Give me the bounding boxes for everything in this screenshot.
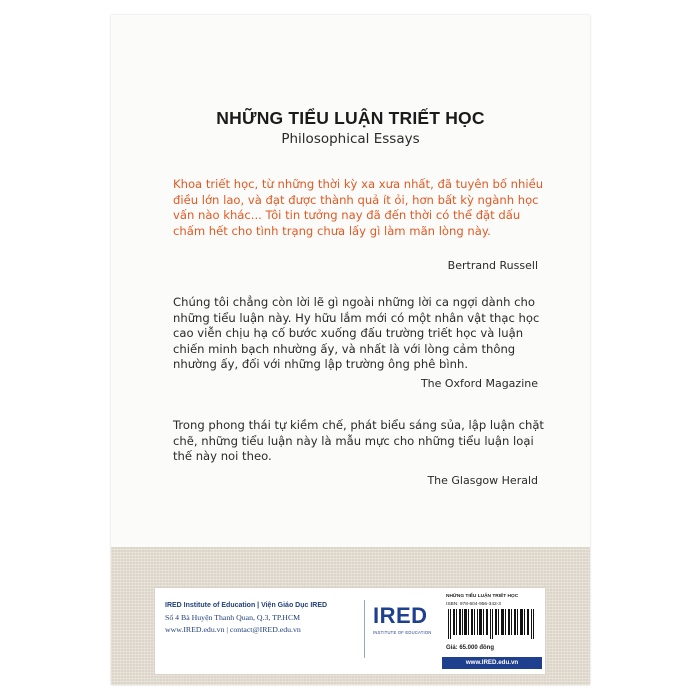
publisher-name: IRED Institute of Education | Viện Giáo Dục IRED — [165, 602, 328, 609]
review-attribution-3: The Glasgow Herald — [427, 474, 538, 487]
book-back-cover — [111, 15, 590, 685]
barcode-icon — [446, 609, 538, 639]
review-attribution-1: Bertrand Russell — [447, 259, 538, 272]
publisher-text — [165, 600, 365, 636]
review-quote-1: Khoa triết học, từ những thời kỳ xa xưa nhất, đã tuyên bố nhiều điều lớn lao, và đạt được thành quả ít ỏi, hơn bất kỳ ngành học vấn nào khác... Tôi tin tưởng nay đã đến thời có thể đặt dấu chấm hết cho tình trạng chưa lấy gì làm mãn lòng này. — [173, 177, 544, 238]
review-quote-3: Trong phong thái tự kiềm chế, phát biểu sáng sủa, lập luận chặt chẽ, những tiểu luận này là mẫu mực cho những tiểu luận loại thế này noi theo. — [173, 418, 544, 464]
isbn-text: ISBN: 978-604-956-342-3 — [446, 602, 501, 607]
divider — [364, 600, 365, 658]
publisher-address: Số 4 Bà Huyện Thanh Quan, Q.3, TP.HCM — [165, 613, 301, 622]
ired-logo — [373, 604, 435, 635]
book-title: NHỮNG TIỂU LUẬN TRIẾT HỌC — [216, 108, 485, 128]
price-label: Giá: 65.000 đồng — [446, 645, 495, 651]
review-attribution-2: The Oxford Magazine — [420, 377, 538, 390]
barcode-book-title: NHỮNG TIỂU LUẬN TRIẾT HỌC — [446, 594, 519, 599]
book-subtitle: Philosophical Essays — [281, 131, 420, 147]
website-strip: www.IRED.edu.vn — [442, 657, 542, 669]
publisher-info-box — [154, 587, 546, 675]
logo-subtext: INSTITUTE OF EDUCATION — [373, 630, 432, 635]
barcode-panel — [442, 591, 542, 671]
logo-wordmark: IRED — [373, 603, 428, 628]
publisher-contact: www.IRED.edu.vn | contact@IRED.edu.vn — [165, 625, 301, 634]
review-quote-2: Chúng tôi chẳng còn lời lẽ gì ngoài những lời ca ngợi dành cho những tiểu luận này. Hy hữu lắm mới có một nhân vật thạc học cao viễn chịu hạ cố bước xuống đấu trường triết học và luận chiến minh bạch nhường ấy, và nhất là với lòng cảm thông nhường ấy, đối với những lập trường ông phê bình. — [173, 295, 540, 372]
